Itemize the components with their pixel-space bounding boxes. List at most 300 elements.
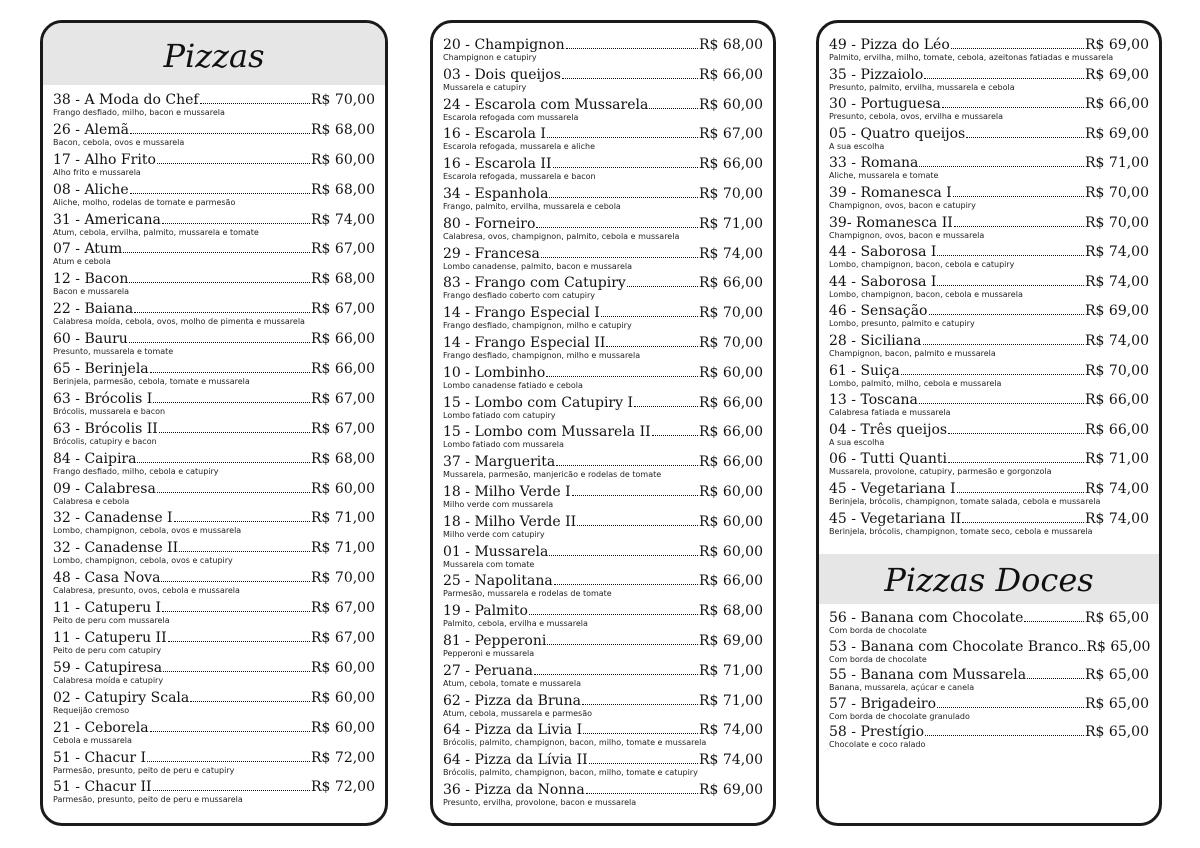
menu-item-price: R$ 60,00 xyxy=(311,480,375,497)
menu-item-row xyxy=(829,667,1149,683)
menu-item-description: Lombo, champignon, bacon, cebola e catupiry xyxy=(829,260,1015,270)
menu-item-price: R$ 71,00 xyxy=(311,510,375,527)
menu-item-price: R$ 67,00 xyxy=(311,420,375,437)
menu-item-name: 19 - Palmito xyxy=(443,603,528,620)
menu-item xyxy=(53,122,375,152)
menu-item-name: 57 - Brigadeiro xyxy=(829,695,937,712)
menu-item xyxy=(829,610,1149,639)
menu-item xyxy=(53,510,375,540)
menu-item-description: Mussarela, parmesão, manjericão e rodelas de tomate xyxy=(443,470,662,480)
menu-item-price: R$ 60,00 xyxy=(311,659,375,676)
menu-item-price: R$ 74,00 xyxy=(1085,244,1149,261)
menu-item-price: R$ 65,00 xyxy=(1086,638,1151,655)
menu-item-name: 51 - Chacur I xyxy=(53,749,147,766)
menu-item-name: 55 - Banana com Mussarela xyxy=(829,667,1027,684)
menu-item-price: R$ 67,00 xyxy=(311,301,375,318)
dot-leader xyxy=(129,342,310,343)
menu-item-name: 36 - Pizza da Nonna xyxy=(443,781,585,798)
menu-item-name: 32 - Canadense II xyxy=(53,540,179,557)
menu-item-description: Lombo, champignon, cebola, ovos e mussarela xyxy=(53,526,242,536)
menu-item xyxy=(53,451,375,481)
menu-item xyxy=(443,663,763,693)
menu-item-name: 01 - Mussarela xyxy=(443,543,549,560)
menu-item-name: 13 - Toscana xyxy=(829,392,918,409)
pizza-list-3 xyxy=(819,23,1159,540)
menu-item-description: Peito de peru com catupiry xyxy=(53,646,162,656)
menu-item-description: Frango desfiado, milho, bacon e mussarela xyxy=(53,108,225,117)
dot-leader xyxy=(901,374,1084,375)
menu-item-row xyxy=(829,724,1149,740)
menu-item-price: R$ 67,00 xyxy=(311,390,375,407)
menu-item-description: Com borda de chocolate xyxy=(829,654,927,664)
dot-leader xyxy=(534,674,698,675)
dot-leader xyxy=(200,103,310,104)
menu-item-description: Atum, cebola, mussarela e parmesão xyxy=(443,708,592,718)
menu-item-description: Calabresa fatiada e mussarela xyxy=(829,408,951,418)
menu-item xyxy=(443,782,763,812)
menu-item-name: 46 - Sensação xyxy=(829,303,928,320)
menu-item-name: 48 - Casa Nova xyxy=(53,570,161,587)
menu-item-description: Frango, palmito, ervilha, mussarela e cebola xyxy=(443,201,621,211)
dot-leader xyxy=(130,133,310,134)
menu-item-price: R$ 60,00 xyxy=(699,96,763,113)
menu-item-name: 63 - Brócolis I xyxy=(53,390,153,407)
menu-item xyxy=(443,752,763,782)
menu-item xyxy=(53,212,375,242)
menu-item-row xyxy=(443,97,763,113)
dot-leader xyxy=(924,78,1084,79)
menu-item-row xyxy=(829,215,1149,231)
menu-item-price: R$ 74,00 xyxy=(1085,273,1149,290)
menu-item-row xyxy=(53,391,375,407)
menu-item-price: R$ 74,00 xyxy=(699,245,763,262)
menu-item-description: Calabresa moída e catupiry xyxy=(53,675,164,685)
menu-item-price: R$ 69,00 xyxy=(1085,303,1149,320)
menu-item xyxy=(53,630,375,660)
menu-item xyxy=(829,724,1149,753)
menu-item-price: R$ 68,00 xyxy=(699,603,763,620)
menu-item-row xyxy=(829,96,1149,112)
dot-leader xyxy=(150,731,310,732)
menu-item-price: R$ 71,00 xyxy=(1085,155,1149,172)
menu-item-price: R$ 70,00 xyxy=(1085,362,1149,379)
menu-item-row xyxy=(53,361,375,377)
dot-leader xyxy=(159,432,310,433)
menu-item xyxy=(443,395,763,425)
menu-item xyxy=(53,421,375,451)
dot-leader xyxy=(137,462,310,463)
menu-item-price: R$ 65,00 xyxy=(1085,610,1149,627)
menu-item-row xyxy=(443,275,763,291)
menu-item-name: 34 - Espanhola xyxy=(443,185,549,202)
menu-item-name: 18 - Milho Verde I xyxy=(443,483,571,500)
menu-item-name: 18 - Milho Verde II xyxy=(443,513,577,530)
menu-item-row xyxy=(443,454,763,470)
dot-leader xyxy=(547,137,698,138)
menu-item-row xyxy=(53,421,375,437)
menu-item-row xyxy=(443,752,763,768)
dot-leader xyxy=(948,462,1084,463)
menu-item-name: 84 - Caipira xyxy=(53,450,137,467)
menu-item xyxy=(443,365,763,395)
dot-leader xyxy=(546,376,698,377)
menu-item xyxy=(443,156,763,186)
dot-leader xyxy=(153,402,310,403)
menu-item-name: 56 - Banana com Chocolate xyxy=(829,610,1024,627)
menu-item-row xyxy=(443,126,763,142)
dot-leader xyxy=(549,197,698,198)
dot-leader xyxy=(937,255,1084,256)
menu-item xyxy=(53,241,375,271)
dot-leader xyxy=(1027,678,1084,679)
menu-item-description: Milho verde com mussarela xyxy=(443,499,554,509)
menu-item-row xyxy=(53,481,375,497)
menu-item-price: R$ 68,00 xyxy=(311,271,375,288)
menu-item-name: 80 - Forneiro xyxy=(443,215,536,232)
menu-item-name: 81 - Pepperoni xyxy=(443,632,547,649)
menu-item-description: Requeijão cremoso xyxy=(53,705,130,715)
menu-item-description: Palmito, cebola, ervilha e mussarela xyxy=(443,619,588,629)
menu-item-row xyxy=(53,630,375,646)
dot-leader xyxy=(948,433,1084,434)
dot-leader xyxy=(601,316,698,317)
menu-item xyxy=(443,693,763,723)
menu-column-3 xyxy=(816,20,1162,826)
menu-item-description: Calabresa moída, cebola, ovos, molho de pimenta e mussarela xyxy=(53,317,305,327)
menu-item-name: 51 - Chacur II xyxy=(53,779,152,796)
menu-item xyxy=(53,271,375,301)
menu-item-row xyxy=(829,185,1149,201)
dot-leader xyxy=(536,227,698,228)
menu-item-row xyxy=(829,610,1149,626)
menu-item-description: Lombo, champignon, bacon, cebola e mussarela xyxy=(829,289,1023,299)
menu-item-description: Banana, mussarela, açúcar e canela xyxy=(829,683,975,693)
menu-item xyxy=(443,484,763,514)
menu-item-description: Mussarela e catupiry xyxy=(443,82,527,92)
menu-item-name: 06 - Tutti Quanti xyxy=(829,451,947,468)
menu-item-name: 37 - Marguerita xyxy=(443,454,556,471)
menu-item-row xyxy=(443,186,763,202)
menu-item-row xyxy=(443,335,763,351)
menu-item xyxy=(443,305,763,335)
menu-item-row xyxy=(829,274,1149,290)
menu-item-row xyxy=(829,363,1149,379)
menu-item-name: 05 - Quatro queijos xyxy=(829,125,966,142)
menu-item-description: Champignon, bacon, palmito e mussarela xyxy=(829,348,996,358)
menu-item xyxy=(53,779,375,809)
dot-leader xyxy=(649,108,698,109)
dot-leader xyxy=(190,701,310,702)
menu-item-price: R$ 66,00 xyxy=(1085,421,1149,438)
menu-item-description: Brócolis, palmito, champignon, bacon, milho, tomate e catupiry xyxy=(443,768,698,778)
menu-item-description: Presunto, mussarela e tomate xyxy=(53,347,174,357)
dot-leader xyxy=(954,226,1084,227)
section-spacer xyxy=(819,540,1159,554)
menu-item xyxy=(829,511,1149,541)
menu-item xyxy=(53,570,375,600)
menu-item-description: Calabresa, presunto, ovos, cebola e mussarela xyxy=(53,586,240,596)
menu-item-price: R$ 66,00 xyxy=(699,156,763,173)
dot-leader xyxy=(589,763,698,764)
menu-item-description: Parmesão, presunto, peito de peru e mussarela xyxy=(53,795,243,805)
dot-leader xyxy=(163,671,310,672)
menu-item-name: 62 - Pizza da Bruna xyxy=(443,692,582,709)
menu-item-price: R$ 60,00 xyxy=(311,719,375,736)
menu-item-price: R$ 74,00 xyxy=(1085,510,1149,527)
menu-item-price: R$ 66,00 xyxy=(1085,392,1149,409)
menu-item-price: R$ 74,00 xyxy=(311,211,375,228)
menu-item xyxy=(53,720,375,750)
menu-item xyxy=(443,246,763,276)
menu-item-name: 58 - Prestígio xyxy=(829,724,924,741)
menu-item-name: 83 - Frango com Catupiry xyxy=(443,275,626,292)
menu-item-price: R$ 70,00 xyxy=(1085,214,1149,231)
menu-item xyxy=(443,275,763,305)
dot-leader xyxy=(153,790,310,791)
menu-item-price: R$ 71,00 xyxy=(699,215,763,232)
menu-item-description: Lombo fatiado com catupiry xyxy=(443,410,556,420)
menu-item-description: Lombo canadense, palmito, bacon e mussarela xyxy=(443,261,632,271)
pizza-list-2 xyxy=(433,23,773,812)
menu-item-name: 44 - Saborosa I xyxy=(829,244,937,261)
menu-item-name: 16 - Escarola II xyxy=(443,156,552,173)
dot-leader xyxy=(937,707,1084,708)
menu-item-price: R$ 68,00 xyxy=(311,181,375,198)
menu-item-row xyxy=(829,155,1149,171)
menu-item-row xyxy=(53,182,375,198)
menu-item xyxy=(829,67,1149,97)
menu-item-description: Alho frito e mussarela xyxy=(53,167,141,177)
menu-item-row xyxy=(443,573,763,589)
dot-leader xyxy=(919,166,1084,167)
menu-item-row xyxy=(443,365,763,381)
menu-item-name: 08 - Aliche xyxy=(53,181,129,198)
menu-item-description: Presunto, cebola, ovos, ervilha e mussarela xyxy=(829,112,1004,122)
menu-item-description: Chocolate e coco ralado xyxy=(829,740,926,750)
menu-item-name: 29 - Francesa xyxy=(443,245,540,262)
dot-leader xyxy=(157,163,310,164)
menu-item-row xyxy=(443,424,763,440)
dot-leader xyxy=(957,492,1084,493)
menu-item xyxy=(443,573,763,603)
menu-item-row xyxy=(53,451,375,467)
menu-item-name: 30 - Portuguesa xyxy=(829,96,941,113)
menu-item-name: 15 - Lombo com Catupiry I xyxy=(443,394,634,411)
menu-item-name: 26 - Alemã xyxy=(53,121,129,138)
menu-item-description: Escarola refogada com mussarela xyxy=(443,112,579,122)
menu-item-row xyxy=(53,122,375,138)
menu-item xyxy=(53,331,375,361)
menu-item-price: R$ 70,00 xyxy=(311,92,375,108)
section-title-pizzas-doces: Pizzas Doces xyxy=(819,554,1159,604)
menu-item xyxy=(53,92,375,122)
menu-item-description: Peito de peru com mussarela xyxy=(53,616,170,626)
menu-item xyxy=(53,152,375,182)
menu-item-row xyxy=(829,244,1149,260)
menu-item xyxy=(829,363,1149,393)
menu-item-price: R$ 72,00 xyxy=(311,779,375,796)
menu-item-name: 02 - Catupiry Scala xyxy=(53,689,190,706)
menu-item-price: R$ 66,00 xyxy=(311,361,375,378)
menu-item-name: 31 - Americana xyxy=(53,211,161,228)
menu-item-row xyxy=(443,603,763,619)
menu-item-row xyxy=(53,271,375,287)
menu-item-description: Bacon e mussarela xyxy=(53,287,130,297)
dot-leader xyxy=(562,78,698,79)
menu-item-price: R$ 66,00 xyxy=(699,394,763,411)
menu-item xyxy=(829,333,1149,363)
menu-item-name: 64 - Pizza da Lívia II xyxy=(443,752,588,769)
dot-leader xyxy=(529,614,698,615)
menu-item-description: Aliche, mussarela e tomate xyxy=(829,171,939,181)
dot-leader xyxy=(147,761,310,762)
menu-item xyxy=(443,454,763,484)
dot-leader xyxy=(586,793,698,794)
dot-leader xyxy=(547,644,698,645)
menu-item xyxy=(443,186,763,216)
menu-item-description: Palmito, ervilha, milho, tomate, cebola, azeitonas fatiadas e mussarela xyxy=(829,53,1114,62)
dot-leader xyxy=(627,286,698,287)
menu-item-row xyxy=(443,693,763,709)
menu-item xyxy=(443,67,763,97)
menu-item-name: 11 - Catuperu I xyxy=(53,600,162,617)
dot-leader xyxy=(179,551,310,552)
menu-item xyxy=(443,335,763,365)
dot-leader xyxy=(161,581,310,582)
menu-item-price: R$ 65,00 xyxy=(1085,695,1149,712)
dot-leader xyxy=(157,492,310,493)
dot-leader xyxy=(572,495,698,496)
menu-item-description: Mussarela com tomate xyxy=(443,559,535,569)
dot-leader xyxy=(925,735,1084,736)
menu-item-row xyxy=(53,690,375,706)
menu-item-description: Champignon, ovos, bacon e mussarela xyxy=(829,230,985,240)
menu-item-row xyxy=(53,241,375,257)
menu-item xyxy=(829,126,1149,156)
sweet-pizza-list xyxy=(819,604,1159,753)
menu-item-description: Champignon, ovos, bacon e catupiry xyxy=(829,200,976,210)
menu-item-row xyxy=(829,451,1149,467)
menu-item-row xyxy=(829,67,1149,83)
menu-item xyxy=(443,722,763,752)
dot-leader xyxy=(583,733,698,734)
dot-leader xyxy=(129,282,310,283)
menu-item-price: R$ 60,00 xyxy=(699,513,763,530)
menu-item-description: Frango desfiado, champignon, milho e mussarela xyxy=(443,350,641,360)
menu-item-description: Escarola refogada, mussarela e aliche xyxy=(443,142,595,152)
dot-leader xyxy=(168,641,310,642)
dot-leader xyxy=(652,435,698,436)
menu-column-2 xyxy=(430,20,776,826)
dot-leader xyxy=(174,521,310,522)
menu-item xyxy=(829,667,1149,696)
menu-item-description: A sua escolha xyxy=(829,141,885,151)
menu-item-price: R$ 69,00 xyxy=(699,632,763,649)
menu-item-row xyxy=(443,782,763,798)
menu-item-description: Presunto, ervilha, provolone, bacon e mussarela xyxy=(443,797,637,807)
menu-item xyxy=(443,603,763,633)
menu-item-row xyxy=(53,92,375,108)
menu-item-name: 21 - Ceborela xyxy=(53,719,149,736)
menu-item-description: Berinjela, brócolis, champignon, tomate salada, cebola e mussarela xyxy=(829,496,1101,506)
menu-item-price: R$ 71,00 xyxy=(1085,451,1149,468)
menu-item-price: R$ 66,00 xyxy=(699,454,763,471)
menu-item-description: Lombo, presunto, palmito e catupiry xyxy=(829,319,975,329)
menu-item-row xyxy=(53,600,375,616)
menu-item xyxy=(53,750,375,780)
menu-item xyxy=(53,481,375,511)
menu-item-description: Com borda de chocolate granulado xyxy=(829,711,970,721)
menu-item-name: 33 - Romana xyxy=(829,155,919,172)
menu-item xyxy=(443,97,763,127)
dot-leader xyxy=(929,314,1085,315)
dot-leader xyxy=(549,555,698,556)
dot-leader xyxy=(541,257,698,258)
menu-item-description: Atum, cebola, ervilha, palmito, mussarela e tomate xyxy=(53,227,259,237)
menu-item-row xyxy=(443,484,763,500)
menu-item-description: Mussarela, provolone, catupiry, parmesão e gorgonzola xyxy=(829,467,1052,477)
menu-item xyxy=(443,633,763,663)
dot-leader xyxy=(123,252,310,253)
dot-leader xyxy=(966,137,1084,138)
menu-item-row xyxy=(53,331,375,347)
menu-item-price: R$ 74,00 xyxy=(1085,480,1149,497)
menu-item-description: Calabresa, ovos, champignon, palmito, cebola e mussarela xyxy=(443,231,680,241)
menu-item-row xyxy=(53,660,375,676)
menu-item-row xyxy=(443,544,763,560)
menu-item xyxy=(829,639,1149,668)
menu-item-price: R$ 74,00 xyxy=(699,722,763,739)
menu-item-price: R$ 67,00 xyxy=(311,630,375,647)
menu-item-row xyxy=(829,696,1149,712)
menu-item-name: 65 - Berinjela xyxy=(53,361,149,378)
menu-item-row xyxy=(829,303,1149,319)
menu-item-row xyxy=(443,67,763,83)
menu-item-price: R$ 66,00 xyxy=(1085,96,1149,113)
menu-item xyxy=(53,690,375,720)
dot-leader xyxy=(937,285,1084,286)
menu-item-price: R$ 67,00 xyxy=(699,126,763,143)
menu-item-description: A sua escolha xyxy=(829,437,885,447)
menu-item-description: Com borda de chocolate xyxy=(829,626,927,636)
menu-item-price: R$ 60,00 xyxy=(699,483,763,500)
menu-column-1 xyxy=(40,20,388,826)
dot-leader xyxy=(634,406,698,407)
menu-item-price: R$ 66,00 xyxy=(311,331,375,348)
menu-item-description: Atum, cebola, tomate e mussarela xyxy=(443,678,581,688)
menu-item-price: R$ 70,00 xyxy=(699,334,763,351)
dot-leader xyxy=(962,522,1084,523)
dot-leader xyxy=(553,167,699,168)
menu-item-description: Lombo fatiado com mussarela xyxy=(443,440,564,450)
menu-item-description: Lombo canadense fatiado e cebola xyxy=(443,380,583,390)
menu-item xyxy=(829,274,1149,304)
menu-item-price: R$ 65,00 xyxy=(1085,667,1149,684)
menu-item-price: R$ 70,00 xyxy=(311,570,375,587)
menu-item xyxy=(443,544,763,574)
dot-leader xyxy=(130,193,310,194)
menu-item-name: 39- Romanesca II xyxy=(829,214,953,231)
menu-item-price: R$ 66,00 xyxy=(699,66,763,83)
menu-item-name: 60 - Bauru xyxy=(53,331,128,348)
menu-item-name: 22 - Baiana xyxy=(53,301,134,318)
dot-leader xyxy=(134,312,310,313)
dot-leader xyxy=(923,344,1085,345)
menu-item-price: R$ 68,00 xyxy=(699,37,763,53)
menu-item-description: Aliche, molho, rodelas de tomate e parmesão xyxy=(53,197,236,207)
dot-leader xyxy=(953,196,1084,197)
menu-item-row xyxy=(53,720,375,736)
